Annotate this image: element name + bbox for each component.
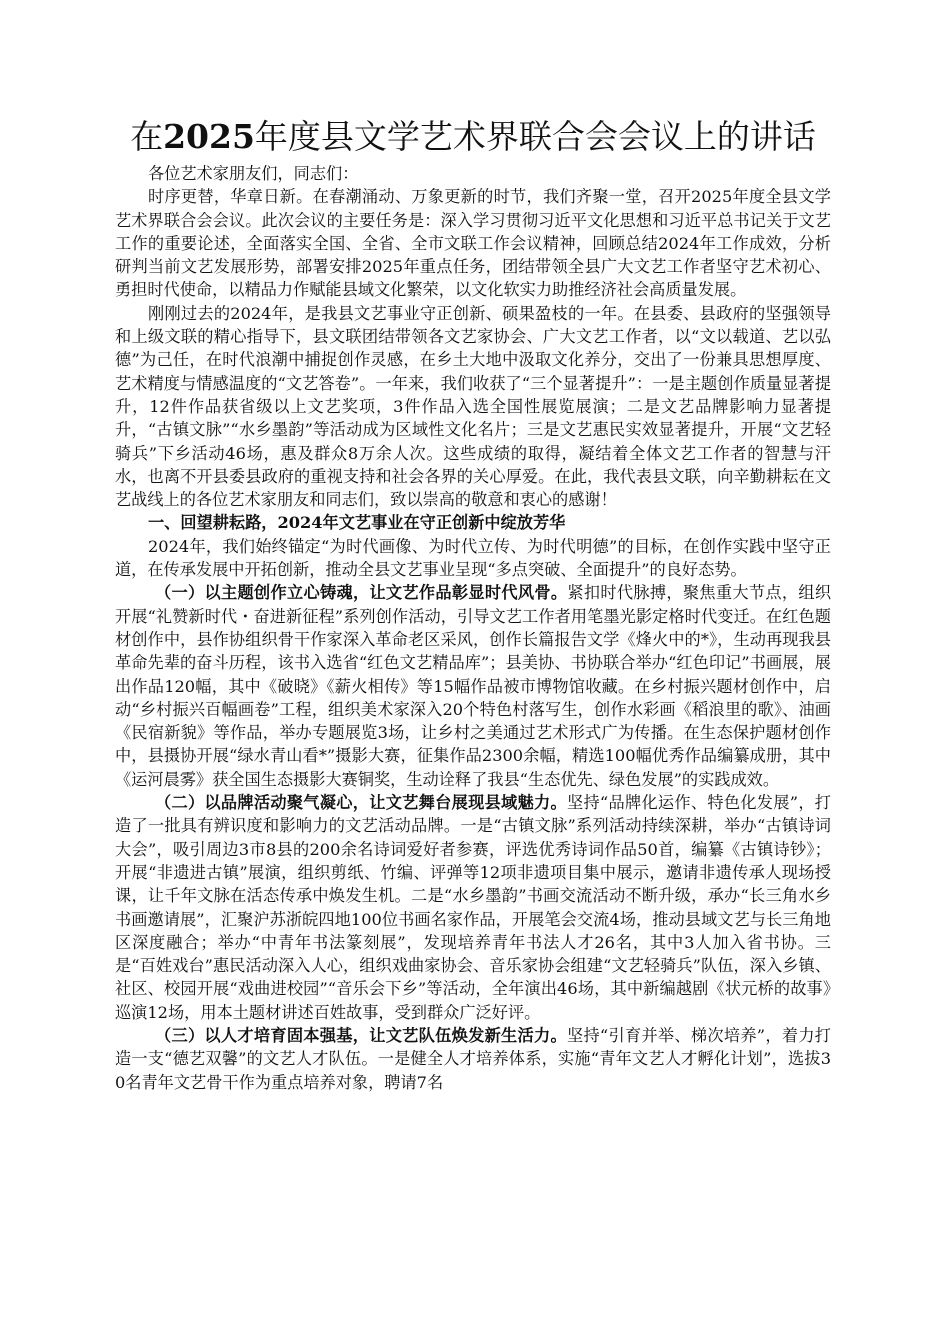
paragraph-opening: 时序更替，华章日新。在春潮涌动、万象更新的时节，我们齐聚一堂，召开2025年度全县文学艺术界联合会会议。此次会议的主要任务是：深入学习贯彻习近平文化思想和习近平总书记关于文艺工作的重要论述，全面落实全国、全省、全市文联工作会议精神，回顾总结2024年工作成效，分析研判当前文艺发展形势，部署安排2025年重点任务，团结带领全县广大文艺工作者坚守艺术初心、勇担时代使命，以精品力作赋能县域文化繁荣，以文化软实力助推经济社会高质量发展。: [115, 187, 831, 300]
subsection-theme-creation: [115, 581, 831, 791]
subsection-lead-2: （二）以品牌活动聚气凝心，让文艺舞台展现县域魅力。: [155, 793, 567, 813]
title-prefix: 在: [130, 117, 164, 156]
salutation: 各位艺术家朋友们，同志们：: [148, 164, 359, 183]
subsection-talent-cultivation: [115, 1024, 831, 1094]
subsection-body-2: 坚持“品牌化运作、特色化发展”，打造了一批具有辨识度和影响力的文艺活动品牌。一是“古镇文脉”系列活动持续深耕，举办“古镇诗词大会”，吸引周边3市8县的200余名诗词爱好者参赛，评选优秀诗词作品50首，编纂《古镇诗钞》；开展“非遗进古镇”展演，组织剪纸、竹编、评弹等12项非遗项目集中展示，邀请非遗传承人现场授课，让千年文脉在活态传承中焕发生机。二是“水乡墨韵”书画交流活动不断升级，承办“长三角水乡书画邀请展”，汇聚沪苏浙皖四地100位书画名家作品，开展笔会交流4场，推动县域文艺与长三角地区深度融合；举办“中青年书法篆刻展”，发现培养青年书法人才26名，其中3人加入省书协。三是“百姓戏台”惠民活动深入人心，组织戏曲家协会、音乐家协会组建“文艺轻骑兵”队伍，深入乡镇、社区、校园开展“戏曲进校园”“音乐会下乡”等活动，全年演出46场，其中新编越剧《状元桥的故事》巡演12场，用本土题材讲述百姓故事，受到群众广泛好评。: [115, 793, 831, 1022]
subsection-body-1: 紧扣时代脉搏，聚焦重大节点，组织开展“礼赞新时代・奋进新征程”系列创作活动，引导文艺工作者用笔墨光影定格时代变迁。在红色题材创作中，县作协组织骨干作家深入革命老区采风，创作长篇报告文学《烽火中的*》，生动再现我县革命先辈的奋斗历程，该书入选省“红色文艺精品库”；县美协、书协联合举办“红色印记”书画展，展出作品120幅，其中《破晓》《薪火相传》等15幅作品被市博物馆收藏。在乡村振兴题材创作中，启动“乡村振兴百幅画卷”工程，组织美术家深入20个特色村落写生，创作水彩画《稻浪里的歌》、油画《民宿新貌》等作品，举办专题展览3场，让乡村之美通过艺术形式广为传播。在生态保护题材创作中，县摄协开展“绿水青山看*”摄影大赛，征集作品2300余幅，精选100幅优秀作品编纂成册，其中《运河晨雾》获全国生态摄影大赛铜奖，生动诠释了我县“生态优先、绿色发展”的实践成效。: [115, 583, 832, 789]
paragraph-section-intro: 2024年，我们始终锚定“为时代画像、为时代立传、为时代明德”的目标，在创作实践中坚守正道，在传承发展中开拓创新，推动全县文艺事业呈现“多点突破、全面提升”的良好态势。: [115, 536, 831, 580]
section-heading-1: 一、回望耕耘路，2024年文艺事业在守正创新中绽放芳华: [148, 513, 566, 533]
subsection-body-3: 坚持“引育并举、梯次培养”，着力打造一支“德艺双馨”的文艺人才队伍。一是健全人才培养体系，实施“青年文艺人才孵化计划”，选拔30名青年文艺骨干作为重点培养对象，聘请7名: [115, 1025, 831, 1092]
subsection-brand-activities: [115, 791, 831, 1024]
document-page: [115, 112, 831, 1094]
subsection-lead-1: （一）以主题创作立心铸魂，让文艺作品彰显时代风骨。: [155, 583, 568, 603]
paragraph-review: 刚刚过去的2024年，是我县文艺事业守正创新、硕果盈枝的一年。在县委、县政府的坚强领导和上级文联的精心指导下，县文联团结带领各文艺家协会、广大文艺工作者，以“文以载道、艺以弘德”为己任，在时代浪潮中捕捉创作灵感，在乡土大地中汲取文化养分，交出了一份兼具思想厚度、艺术精度与情感温度的“文艺答卷”。一年来，我们收获了“三个显著提升”：一是主题创作质量显著提升，12件作品获省级以上文艺奖项，3件作品入选全国性展览展演；二是文艺品牌影响力显著提升，“古镇文脉”“水乡墨韵”等活动成为区域性文化名片；三是文艺惠民实效显著提升，开展“文艺轻骑兵”下乡活动46场，惠及群众8万余人次。这些成绩的取得，凝结着全体文艺工作者的智慧与汗水，也离不开县委县政府的重视支持和社会各界的关心厚爱。在此，我代表县文联，向辛勤耕耘在文艺战线上的各位艺术家朋友和同志们，致以崇高的敬意和衷心的感谢！: [115, 303, 831, 510]
title-year: 2025: [163, 117, 255, 156]
document-title: [115, 112, 831, 162]
subsection-lead-3: （三）以人才培育固本强基，让文艺队伍焕发新生活力。: [155, 1025, 567, 1045]
title-suffix: 年度县文学艺术界联合会会议上的讲话: [254, 117, 816, 156]
